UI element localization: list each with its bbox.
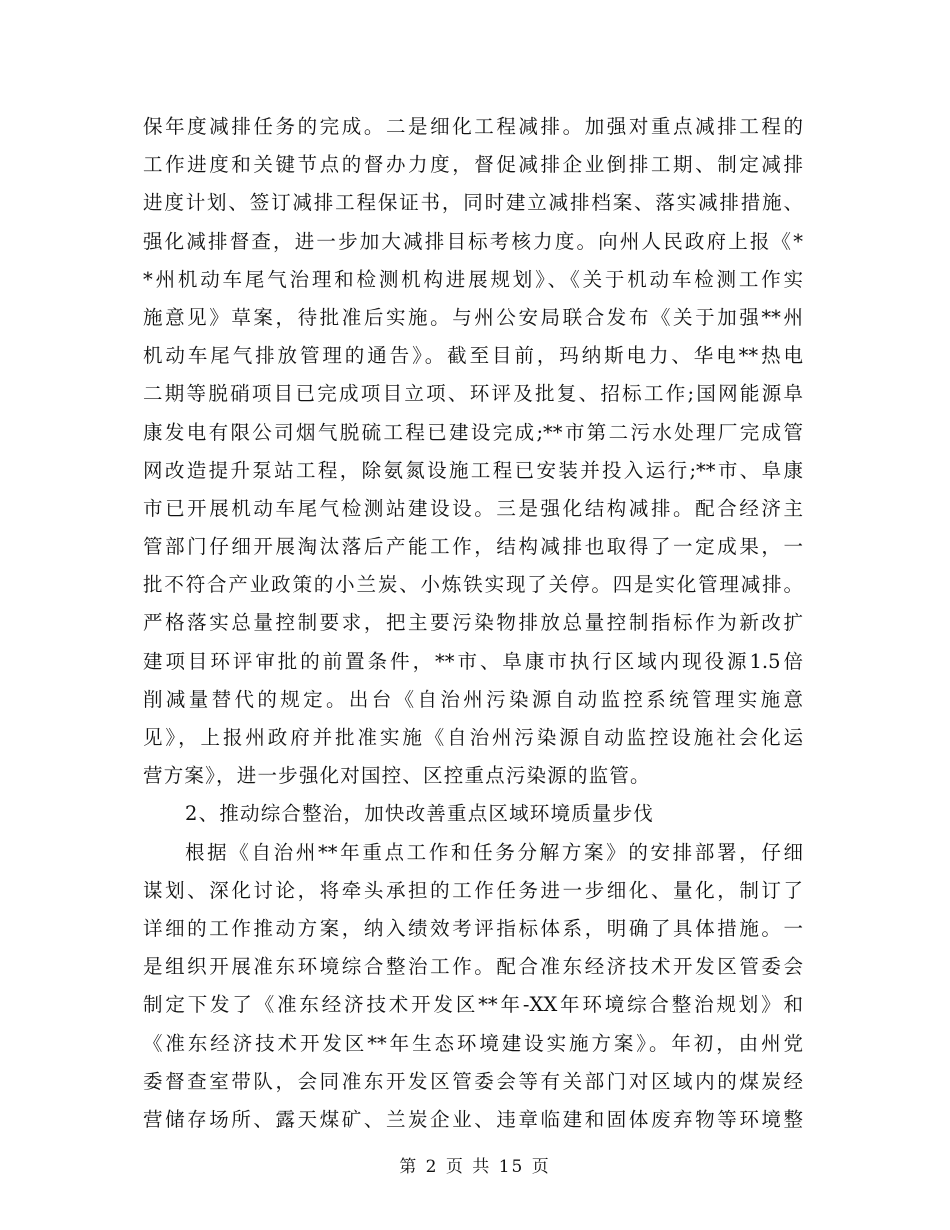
text-line: 根据《自治州**年重点工作和任务分解方案》的安排部署，仔细 — [185, 840, 803, 864]
text-line: 康发电有限公司烟气脱硫工程已建设完成;**市第二污水处理厂完成管 — [143, 420, 803, 444]
total-pages: 15 — [498, 1157, 525, 1177]
page-number: 2 — [425, 1157, 439, 1177]
text-line: 谋划、深化讨论，将牵头承担的工作任务进一步细化、量化，制订了 — [143, 878, 803, 902]
text-line: 营储存场所、露天煤矿、兰炭企业、违章临建和固体废弃物等环境整 — [143, 1107, 803, 1131]
text-line: 《准东经济技术开发区**年生态环境建设实施方案》。年初，由州党 — [143, 1031, 803, 1055]
footer-middle: 页 共 — [445, 1157, 492, 1177]
text-line: 严格落实总量控制要求，把主要污染物排放总量控制指标作为新改扩 — [143, 611, 803, 635]
text-line: 见》，上报州政府并批准实施《自治州污染源自动监控设施社会化运 — [143, 726, 803, 749]
text-line: 营方案》，进一步强化对国控、区控重点污染源的监管。 — [143, 764, 651, 788]
text-line: *州机动车尾气治理和检测机构进展规划》、《关于机动车检测工作实 — [143, 267, 803, 291]
page-footer — [0, 1152, 950, 1177]
text-line: 工作进度和关键节点的督办力度，督促减排企业倒排工期、制定减排 — [143, 153, 803, 177]
text-line: 机动车尾气排放管理的通告》。截至目前，玛纳斯电力、华电**热电 — [143, 344, 803, 368]
text-line: 网改造提升泵站工程，除氨氮设施工程已安装并投入运行;**市、阜康 — [143, 458, 803, 482]
text-line: 保年度减排任务的完成。二是细化工程减排。加强对重点减排工程的 — [143, 115, 803, 138]
text-line: 批不符合产业政策的小兰炭、小炼铁实现了关停。四是实化管理减排。 — [143, 573, 803, 597]
text-line: 制定下发了《准东经济技术开发区**年-XX年环境综合整治规划》和 — [143, 993, 803, 1017]
section-heading: 2、推动综合整治，加快改善重点区域环境质量步伐 — [185, 802, 655, 826]
text-line: 建项目环评审批的前置条件，**市、阜康市执行区域内现役源1.5倍 — [143, 649, 803, 673]
text-line: 委督查室带队，会同准东开发区管委会等有关部门对区域内的煤炭经 — [143, 1069, 803, 1093]
text-line: 市已开展机动车尾气检测站建设设。三是强化结构减排。配合经济主 — [143, 496, 803, 520]
text-line: 削减量替代的规定。出台《自治州污染源自动监控系统管理实施意 — [143, 687, 803, 711]
text-line: 强化减排督查，进一步加大减排目标考核力度。向州人民政府上报《* — [143, 229, 803, 253]
text-line: 是组织开展准东环境综合整治工作。配合准东经济技术开发区管委会 — [143, 955, 803, 979]
text-line: 管部门仔细开展淘汰落后产能工作，结构减排也取得了一定成果，一 — [143, 535, 803, 559]
body-text — [143, 108, 803, 1139]
footer-suffix: 页 — [531, 1157, 551, 1177]
text-line: 施意见》草案，待批准后实施。与州公安局联合发布《关于加强**州 — [143, 305, 803, 329]
text-line: 详细的工作推动方案，纳入绩效考评指标体系，明确了具体措施。一 — [143, 916, 803, 940]
text-line: 二期等脱硝项目已完成项目立项、环评及批复、招标工作;国网能源阜 — [143, 382, 803, 406]
footer-prefix: 第 — [399, 1157, 419, 1177]
text-line: 进度计划、签订减排工程保证书，同时建立减排档案、落实减排措施、 — [143, 191, 803, 215]
